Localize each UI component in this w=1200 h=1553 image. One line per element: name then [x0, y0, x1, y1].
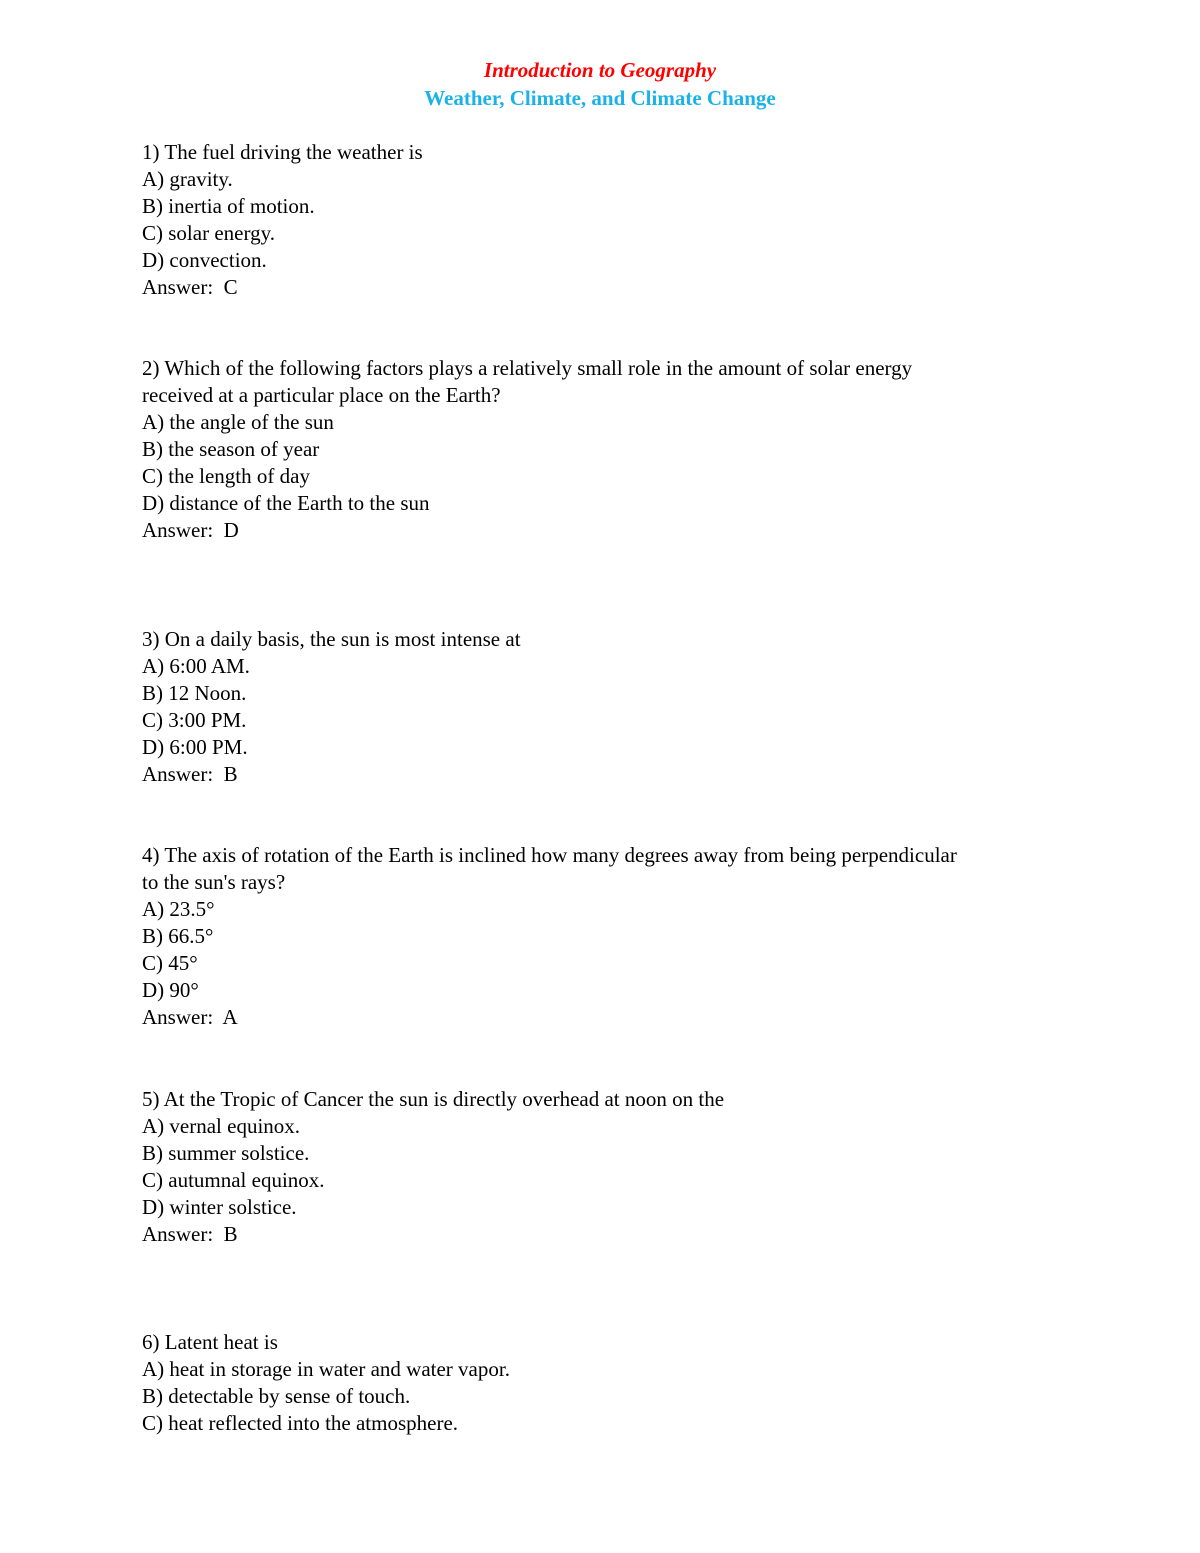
- question-6: [142, 1329, 1102, 1437]
- question-prompt-line: 6) Latent heat is: [142, 1330, 278, 1354]
- question-2: [142, 355, 1102, 544]
- answer-option: A) 23.5°: [142, 897, 215, 921]
- question-prompt-line: 1) The fuel driving the weather is: [142, 140, 423, 164]
- question-prompt-line: 5) At the Tropic of Cancer the sun is directly overhead at noon on the: [142, 1087, 725, 1111]
- answer-key: Answer: D: [142, 518, 239, 542]
- answer-option: C) heat reflected into the atmosphere.: [142, 1411, 459, 1435]
- question-prompt-line: 2) Which of the following factors plays a relatively small role in the amount of solar energy: [142, 356, 913, 380]
- answer-key: Answer: B: [142, 762, 238, 786]
- answer-option: A) the angle of the sun: [142, 410, 334, 434]
- answer-option: B) 66.5°: [142, 924, 214, 948]
- answer-option: B) 12 Noon.: [142, 681, 247, 705]
- question-prompt-line: 4) The axis of rotation of the Earth is inclined how many degrees away from being perpendicular: [142, 843, 957, 867]
- answer-option: B) the season of year: [142, 437, 320, 461]
- question-prompt-line: 3) On a daily basis, the sun is most intense at: [142, 627, 521, 651]
- answer-option: A) vernal equinox.: [142, 1114, 301, 1138]
- answer-option: B) detectable by sense of touch.: [142, 1384, 411, 1408]
- answer-option: B) summer solstice.: [142, 1141, 310, 1165]
- answer-option: C) solar energy.: [142, 221, 275, 245]
- answer-option: D) winter solstice.: [142, 1195, 297, 1219]
- answer-option: A) heat in storage in water and water vapor.: [142, 1357, 510, 1381]
- answer-option: D) distance of the Earth to the sun: [142, 491, 430, 515]
- question-1: [142, 139, 1102, 301]
- question-4: [142, 842, 1102, 1031]
- answer-option: C) 3:00 PM.: [142, 708, 247, 732]
- answer-key: Answer: A: [142, 1005, 238, 1029]
- answer-option: C) autumnal equinox.: [142, 1168, 325, 1192]
- answer-key: Answer: B: [142, 1222, 238, 1246]
- document-subtitle: Weather, Climate, and Climate Change: [424, 86, 776, 110]
- question-5: [142, 1086, 1102, 1248]
- question-prompt-line: to the sun's rays?: [142, 870, 286, 894]
- answer-option: B) inertia of motion.: [142, 194, 315, 218]
- answer-option: A) gravity.: [142, 167, 233, 191]
- question-3: [142, 626, 1102, 788]
- question-prompt-line: received at a particular place on the Earth?: [142, 383, 501, 407]
- answer-option: D) 90°: [142, 978, 199, 1002]
- answer-option: D) 6:00 PM.: [142, 735, 248, 759]
- document-title: Introduction to Geography: [483, 58, 717, 82]
- answer-option: D) convection.: [142, 248, 267, 272]
- answer-key: Answer: C: [142, 275, 238, 299]
- answer-option: C) the length of day: [142, 464, 310, 488]
- answer-option: C) 45°: [142, 951, 198, 975]
- answer-option: A) 6:00 AM.: [142, 654, 250, 678]
- document-header: [0, 56, 1200, 112]
